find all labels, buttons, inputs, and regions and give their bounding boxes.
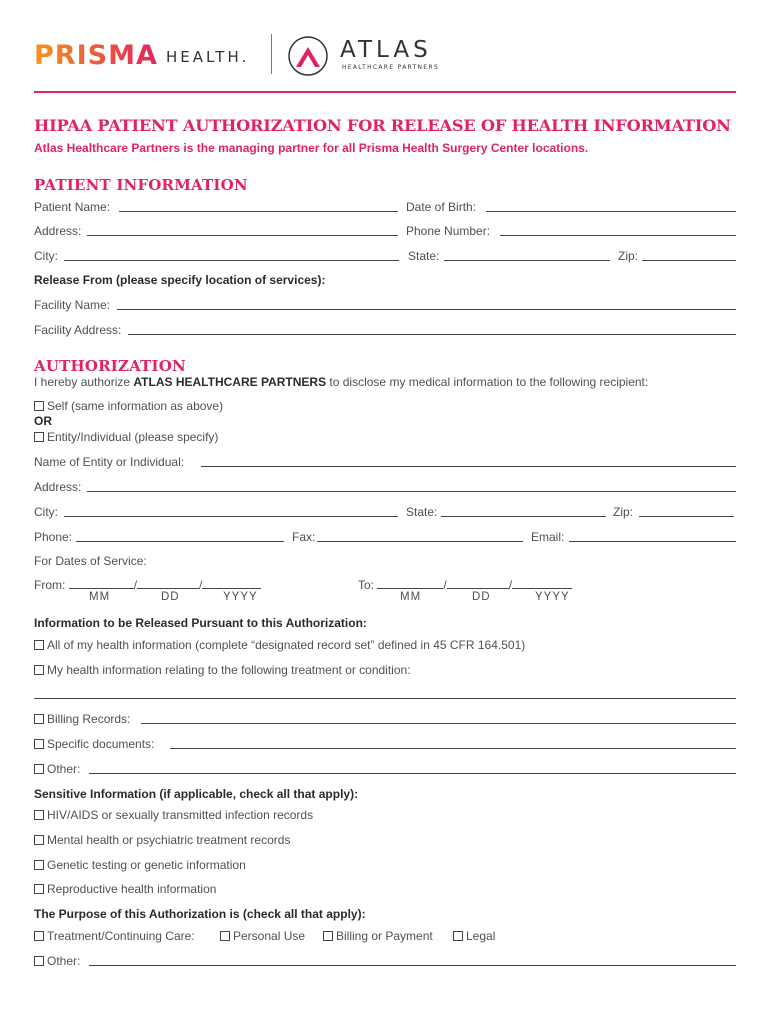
billing-payment-checkbox[interactable] xyxy=(323,931,333,941)
specific-condition-checkbox[interactable] xyxy=(34,665,44,675)
recipient-email-label: Email: xyxy=(531,530,565,544)
genetic-option[interactable] xyxy=(34,858,246,872)
to-day-field[interactable] xyxy=(447,576,509,589)
personal-use-label: Personal Use xyxy=(233,929,306,943)
sensitive-heading: Sensitive Information (if applicable, check all that apply): xyxy=(34,787,359,801)
dob-field[interactable] xyxy=(486,211,736,212)
entity-label: Entity/Individual (please specify) xyxy=(47,430,219,444)
patient-address-label: Address: xyxy=(34,224,82,238)
atlas-wordmark: ATLAS xyxy=(340,37,432,63)
recipient-city-label: City: xyxy=(34,505,58,519)
info-other-label: Other: xyxy=(47,762,81,776)
from-month-field[interactable] xyxy=(69,576,134,589)
patient-zip-label: Zip: xyxy=(618,249,639,263)
treatment-label: Treatment/Continuing Care: xyxy=(47,929,195,943)
specific-condition-label: My health information relating to the following treatment or condition: xyxy=(47,663,411,677)
phone-number-field[interactable] xyxy=(500,235,736,236)
patient-state-field[interactable] xyxy=(444,260,610,261)
from-day-field[interactable] xyxy=(137,576,199,589)
entity-name-label: Name of Entity or Individual: xyxy=(34,455,185,469)
genetic-checkbox[interactable] xyxy=(34,860,44,870)
reproductive-label: Reproductive health information xyxy=(47,882,217,896)
mental-health-checkbox[interactable] xyxy=(34,835,44,845)
prisma-health-logo xyxy=(34,40,264,72)
from-mm-hint: MM xyxy=(89,591,111,603)
facility-name-label: Facility Name: xyxy=(34,298,111,312)
specific-documents-label: Specific documents: xyxy=(47,737,155,751)
from-date: From: / / xyxy=(34,576,261,592)
recipient-zip-label: Zip: xyxy=(613,505,634,519)
recipient-fax-label: Fax: xyxy=(292,530,316,544)
hiv-option[interactable] xyxy=(34,808,313,822)
from-yyyy-hint: YYYY xyxy=(223,591,258,603)
atlas-tagline: HEALTHCARE PARTNERS xyxy=(342,64,439,71)
billing-records-option[interactable] xyxy=(34,712,130,726)
prisma-wordmark: PRISMA xyxy=(34,40,158,71)
health-wordmark: HEALTH. xyxy=(166,48,250,66)
to-yyyy-hint: YYYY xyxy=(535,591,570,603)
all-info-label: All of my health information (complete “designated record set” defined in 45 CFR 164.501) xyxy=(47,638,526,652)
facility-address-label: Facility Address: xyxy=(34,323,122,337)
intro-text-post: to disclose my medical information to the following recipient: xyxy=(326,375,649,389)
mental-health-label: Mental health or psychiatric treatment records xyxy=(47,833,291,847)
legal-checkbox[interactable] xyxy=(453,931,463,941)
authorization-intro xyxy=(34,375,648,389)
entity-name-field[interactable] xyxy=(201,466,736,467)
recipient-phone-label: Phone: xyxy=(34,530,73,544)
recipient-address-label: Address: xyxy=(34,480,82,494)
atlas-logo xyxy=(286,34,456,78)
patient-city-field[interactable] xyxy=(64,260,399,261)
billing-records-field[interactable] xyxy=(141,723,736,724)
patient-address-field[interactable] xyxy=(87,235,398,236)
from-label: From: xyxy=(34,578,66,592)
form-title: HIPAA PATIENT AUTHORIZATION FOR RELEASE OF HEALTH INFORMATION xyxy=(34,116,731,135)
info-other-field[interactable] xyxy=(89,773,736,774)
personal-use-option[interactable] xyxy=(220,929,305,943)
section-patient-information: PATIENT INFORMATION xyxy=(34,176,248,194)
treatment-checkbox[interactable] xyxy=(34,931,44,941)
patient-zip-field[interactable] xyxy=(642,260,736,261)
logo-divider xyxy=(271,34,272,74)
specific-condition-option[interactable] xyxy=(34,663,411,677)
hiv-label: HIV/AIDS or sexually transmitted infection records xyxy=(47,808,314,822)
recipient-city-field[interactable] xyxy=(64,516,398,517)
purpose-other-label: Other: xyxy=(47,954,81,968)
patient-name-label: Patient Name: xyxy=(34,200,111,214)
specific-documents-checkbox[interactable] xyxy=(34,739,44,749)
personal-use-checkbox[interactable] xyxy=(220,931,230,941)
all-info-option[interactable] xyxy=(34,638,525,652)
section-authorization: AUTHORIZATION xyxy=(34,357,186,375)
legal-option[interactable] xyxy=(453,929,495,943)
self-checkbox[interactable] xyxy=(34,401,44,411)
billing-payment-option[interactable] xyxy=(323,929,433,943)
to-dd-hint: DD xyxy=(472,591,491,603)
atlas-mountain-icon xyxy=(286,34,330,78)
patient-name-field[interactable] xyxy=(119,211,398,212)
billing-records-checkbox[interactable] xyxy=(34,714,44,724)
form-subtitle: Atlas Healthcare Partners is the managing partner for all Prisma Health Surgery Center locations. xyxy=(34,141,589,155)
billing-records-label: Billing Records: xyxy=(47,712,131,726)
legal-label: Legal xyxy=(466,929,496,943)
recipient-state-label: State: xyxy=(406,505,438,519)
patient-city-label: City: xyxy=(34,249,58,263)
to-date: To: / / xyxy=(358,576,572,592)
info-released-heading: Information to be Released Pursuant to this Authorization: xyxy=(34,616,367,630)
recipient-email-field[interactable] xyxy=(569,541,736,542)
specific-documents-option[interactable] xyxy=(34,737,154,751)
dob-label: Date of Birth: xyxy=(406,200,477,214)
recipient-address-field[interactable] xyxy=(87,491,736,492)
purpose-other-field[interactable] xyxy=(89,965,736,966)
from-year-field[interactable] xyxy=(202,576,261,589)
mental-health-option[interactable] xyxy=(34,833,290,847)
reproductive-checkbox[interactable] xyxy=(34,884,44,894)
to-month-field[interactable] xyxy=(377,576,443,589)
entity-option[interactable] xyxy=(34,430,218,444)
purpose-heading: The Purpose of this Authorization is (check all that apply): xyxy=(34,907,366,921)
phone-number-label: Phone Number: xyxy=(406,224,491,238)
recipient-zip-field[interactable] xyxy=(639,516,734,517)
treatment-option[interactable] xyxy=(34,929,195,943)
or-label: OR xyxy=(34,414,52,428)
recipient-fax-field[interactable] xyxy=(317,541,523,542)
dates-of-service-label: For Dates of Service: xyxy=(34,554,147,568)
reproductive-option[interactable] xyxy=(34,882,216,896)
release-from-label: Release From (please specify location of services): xyxy=(34,273,326,287)
facility-address-field[interactable] xyxy=(128,334,736,335)
info-other-checkbox[interactable] xyxy=(34,764,44,774)
billing-payment-label: Billing or Payment xyxy=(336,929,433,943)
header-rule xyxy=(34,91,736,93)
recipient-phone-field[interactable] xyxy=(76,541,284,542)
purpose-other-option[interactable] xyxy=(34,954,80,968)
entity-checkbox[interactable] xyxy=(34,432,44,442)
self-label: Self (same information as above) xyxy=(47,399,224,413)
intro-text-company: ATLAS HEALTHCARE PARTNERS xyxy=(133,375,327,389)
facility-name-field[interactable] xyxy=(117,309,736,310)
specific-condition-field[interactable] xyxy=(34,698,736,699)
specific-documents-field[interactable] xyxy=(170,748,736,749)
recipient-state-field[interactable] xyxy=(441,516,606,517)
self-option[interactable] xyxy=(34,399,223,413)
info-other-option[interactable] xyxy=(34,762,80,776)
to-mm-hint: MM xyxy=(400,591,422,603)
hiv-checkbox[interactable] xyxy=(34,810,44,820)
to-year-field[interactable] xyxy=(512,576,572,589)
patient-state-label: State: xyxy=(408,249,440,263)
to-label: To: xyxy=(358,578,375,592)
intro-text-pre: I hereby authorize xyxy=(34,375,134,389)
genetic-label: Genetic testing or genetic information xyxy=(47,858,246,872)
purpose-other-checkbox[interactable] xyxy=(34,956,44,966)
all-info-checkbox[interactable] xyxy=(34,640,44,650)
from-dd-hint: DD xyxy=(161,591,180,603)
